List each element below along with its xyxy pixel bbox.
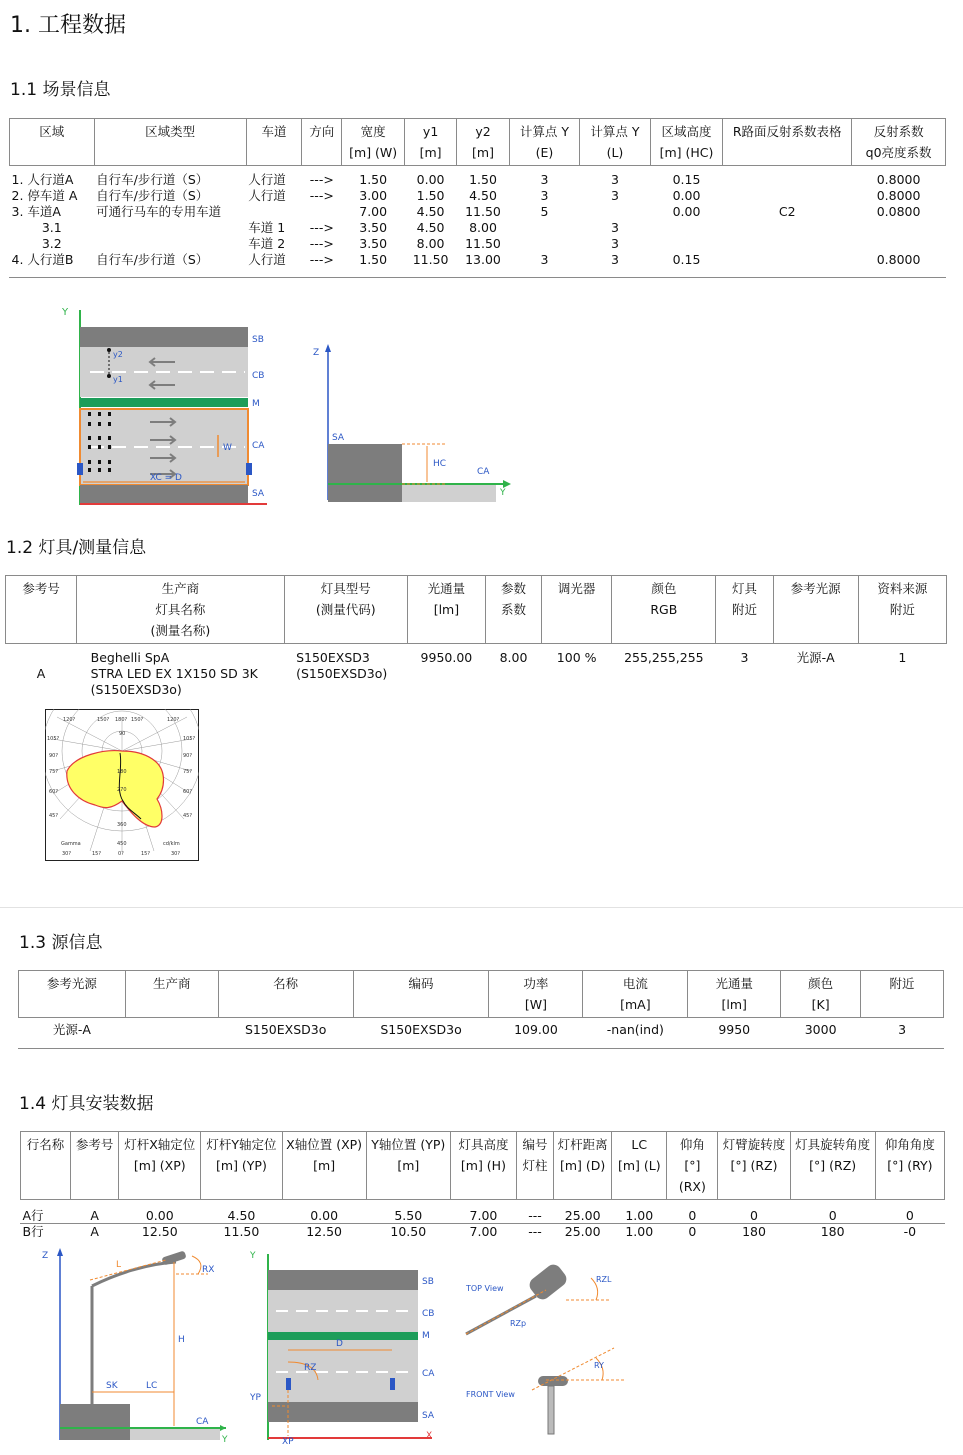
svg-text:360: 360 [117, 822, 127, 828]
svg-text:0?: 0? [118, 851, 124, 857]
s14-header-7: 编号 灯柱 [517, 1132, 554, 1200]
s12-header-3: 光通量 [lm] [407, 576, 485, 644]
svg-text:y1: y1 [113, 375, 123, 384]
scene-row: 1. 人行道A 自行车/步行道（S） 人行道 ---> 1.50 0.00 1.50 3 3 0.15 0.8000 [11, 172, 921, 187]
svg-text:SA: SA [332, 433, 345, 443]
svg-text:120?: 120? [167, 717, 180, 723]
svg-text:SA: SA [252, 489, 265, 499]
s14-header-0: 行名称 [21, 1132, 71, 1200]
section-title-installation: 1.4 灯具安装数据 [19, 1094, 154, 1114]
svg-text:15?: 15? [92, 851, 102, 857]
s11-header-9: 区域高度 [m] (HC) [650, 119, 723, 166]
svg-text:RZp: RZp [510, 1319, 527, 1328]
section-title-luminaire: 1.2 灯具/测量信息 [6, 538, 147, 558]
svg-text:RZL: RZL [596, 1275, 612, 1284]
s14-header-6: 灯具高度 [m] (H) [450, 1132, 516, 1200]
scene-row: 3.2 车道 2 ---> 3.50 8.00 11.50 3 [41, 236, 619, 251]
scene-row: 4. 人行道B 自行车/步行道（S） 人行道 ---> 1.50 11.50 13.00 3 3 0.15 0.8000 [11, 252, 921, 267]
svg-text:75?: 75? [49, 769, 59, 775]
s14-header-8: 灯杆距离 [m] (D) [554, 1132, 612, 1200]
installation-row: A行 A 0.00 4.50 0.00 5.50 7.00 --- 25.00 1.00 0 0 0 0 [22, 1208, 914, 1223]
s14-header-2: 灯杆X轴定位 [m] (XP) [119, 1132, 201, 1200]
scene-row: 2. 停车道 A 自行车/步行道（S） 人行道 ---> 3.00 1.50 4.50 3 3 0.00 0.8000 [11, 188, 921, 203]
s12-header-1: 生产商 灯具名称 (测量名称) [77, 576, 284, 644]
sa-strip [80, 485, 248, 503]
svg-text:CA: CA [422, 1369, 435, 1379]
s13-header-4: 功率 [W] [489, 971, 583, 1018]
svg-text:SB: SB [422, 1277, 434, 1287]
svg-text:450: 450 [117, 841, 127, 847]
s14-header-11: 灯臂旋转度 [°] (RZ) [718, 1132, 790, 1200]
s11-header-10: R路面反射系数表格 [723, 119, 852, 166]
svg-text:Gamma: Gamma [61, 841, 81, 847]
s13-header-5: 电流 [mA] [583, 971, 688, 1018]
s12-header-4: 参数 系数 [485, 576, 541, 644]
s12-header-8: 参考光源 [773, 576, 858, 644]
sb-strip [80, 327, 248, 347]
y-axis-label: Y [62, 307, 69, 318]
svg-text:45?: 45? [183, 813, 193, 819]
polar-luminous-intensity-diagram [45, 709, 199, 861]
s13-header-1: 生产商 [125, 971, 218, 1018]
s13-header-7: 颜色 [K] [781, 971, 861, 1018]
svg-text:105?: 105? [183, 736, 196, 742]
svg-text:180?: 180? [115, 717, 128, 723]
svg-text:45?: 45? [49, 813, 59, 819]
svg-text:H: H [178, 1335, 185, 1345]
svg-text:75?: 75? [183, 769, 193, 775]
section-title-scene: 1.1 场景信息 [10, 80, 111, 100]
s14-header-13: 仰角角度 [°] (RY) [875, 1132, 944, 1200]
svg-text:SB: SB [252, 335, 264, 345]
s12-header-5: 调光器 [542, 576, 612, 644]
luminaire-table [5, 575, 947, 698]
svg-text:RY: RY [594, 1361, 604, 1370]
s11-header-7: 计算点 Y (E) [509, 119, 580, 166]
s12-header-7: 灯具 附近 [716, 576, 773, 644]
svg-text:CA: CA [196, 1417, 209, 1427]
svg-text:15?: 15? [141, 851, 151, 857]
s11-header-4: 宽度 [m] (W) [342, 119, 404, 166]
svg-text:LC: LC [146, 1381, 158, 1391]
s13-header-6: 光通量 [lm] [688, 971, 781, 1018]
s14-header-3: 灯杆Y轴定位 [m] (YP) [201, 1132, 282, 1200]
svg-text:Z: Z [313, 348, 320, 358]
svg-text:W: W [223, 443, 232, 453]
s11-header-11: 反射系数 q0亮度系数 [852, 119, 946, 166]
svg-text:Y: Y [222, 1435, 228, 1445]
svg-text:XP: XP [282, 1437, 294, 1445]
s14-header-10: 仰角 [°] (RX) [667, 1132, 718, 1200]
svg-text:120?: 120? [63, 717, 76, 723]
installation-row: B行 A 12.50 11.50 12.50 10.50 7.00 --- 25.00 1.00 0 180 180 -0 [22, 1224, 917, 1239]
svg-text:30?: 30? [62, 851, 72, 857]
median-strip [80, 398, 248, 407]
svg-text:270: 270 [117, 787, 127, 793]
svg-text:XC = D: XC = D [150, 473, 182, 483]
s12-header-0: 参考号 [6, 576, 77, 644]
source-table [18, 970, 944, 1044]
s12-header-9: 资料来源 附近 [858, 576, 946, 644]
s14-header-12: 灯具旋转角度 [°] (RZ) [790, 1132, 875, 1200]
installation-diagram [36, 1240, 636, 1445]
svg-text:105?: 105? [47, 736, 60, 742]
svg-text:150?: 150? [131, 717, 144, 723]
svg-text:Y: Y [500, 488, 506, 498]
s11-header-3: 方向 [302, 119, 342, 166]
svg-text:60?: 60? [183, 789, 193, 795]
svg-text:M: M [422, 1331, 430, 1341]
svg-text:FRONT View: FRONT View [466, 1390, 515, 1399]
s11-header-2: 车道 [246, 119, 301, 166]
s13-header-0: 参考光源 [19, 971, 126, 1018]
svg-text:TOP View: TOP View [466, 1284, 504, 1293]
svg-text:30?: 30? [171, 851, 181, 857]
s12-header-2: 灯具型号 (测量代码) [284, 576, 407, 644]
svg-text:90: 90 [119, 731, 126, 737]
s14-header-9: LC [m] (L) [612, 1132, 667, 1200]
s11-header-6: y2 [m] [457, 119, 509, 166]
svg-text:CA: CA [252, 441, 265, 451]
svg-text:RZ: RZ [304, 1363, 317, 1373]
svg-text:CA: CA [477, 467, 490, 477]
svg-text:SA: SA [422, 1411, 435, 1421]
source-row: 光源-A S150EXSD3o S150EXSD3o 109.00 -nan(ind) 9950 3000 3 [52, 1022, 907, 1037]
s13-header-2: 名称 [218, 971, 353, 1018]
svg-text:YP: YP [250, 1393, 261, 1403]
svg-text:HC: HC [433, 459, 447, 469]
s14-header-5: Y轴位置 (YP) [m] [366, 1132, 450, 1200]
scene-table [9, 118, 946, 268]
svg-text:90?: 90? [183, 753, 193, 759]
svg-text:SK: SK [106, 1381, 118, 1391]
scene-cross-section-diagram [55, 300, 525, 515]
svg-text:D: D [336, 1339, 343, 1349]
svg-text:150?: 150? [97, 717, 110, 723]
svg-text:Y: Y [250, 1251, 256, 1261]
svg-text:60?: 60? [49, 789, 59, 795]
svg-text:180: 180 [117, 769, 127, 775]
s14-header-1: 参考号 [71, 1132, 119, 1200]
svg-text:cd/klm: cd/klm [163, 841, 180, 847]
s11-header-8: 计算点 Y (L) [580, 119, 651, 166]
s12-header-6: 颜色 RGB [612, 576, 716, 644]
section-title-source: 1.3 源信息 [19, 933, 103, 953]
svg-text:CB: CB [422, 1309, 435, 1319]
s11-header-5: y1 [m] [404, 119, 456, 166]
svg-text:Z: Z [42, 1251, 49, 1261]
s13-header-3: 编码 [353, 971, 489, 1018]
svg-text:RX: RX [202, 1265, 215, 1275]
s11-header-1: 区域类型 [94, 119, 246, 166]
scene-row: 3.1 车道 1 ---> 3.50 4.50 8.00 3 [41, 220, 619, 235]
s14-header-4: X轴位置 (XP) [m] [282, 1132, 366, 1200]
svg-text:X: X [426, 1431, 433, 1441]
svg-text:90?: 90? [49, 753, 59, 759]
svg-text:L: L [116, 1260, 122, 1270]
svg-text:M: M [252, 399, 260, 409]
s13-header-8: 附近 [861, 971, 944, 1018]
page-title: 1. 工程数据 [10, 13, 126, 38]
luminaire-row: A Beghelli SpA STRA LED EX 1X150 SD 3K (S150EXSD3o) S150EXSD3 (S150EXSD3o) 9950.00 8.00 100 % 255,255,255 3 光源-A 1 [36, 650, 907, 697]
scene-row: 3. 车道A 可通行马车的专用车道 7.00 4.50 11.50 5 0.00 C2 0.0800 [11, 204, 921, 219]
svg-text:CB: CB [252, 371, 265, 381]
svg-text:y2: y2 [113, 350, 123, 359]
s11-header-0: 区域 [10, 119, 95, 166]
